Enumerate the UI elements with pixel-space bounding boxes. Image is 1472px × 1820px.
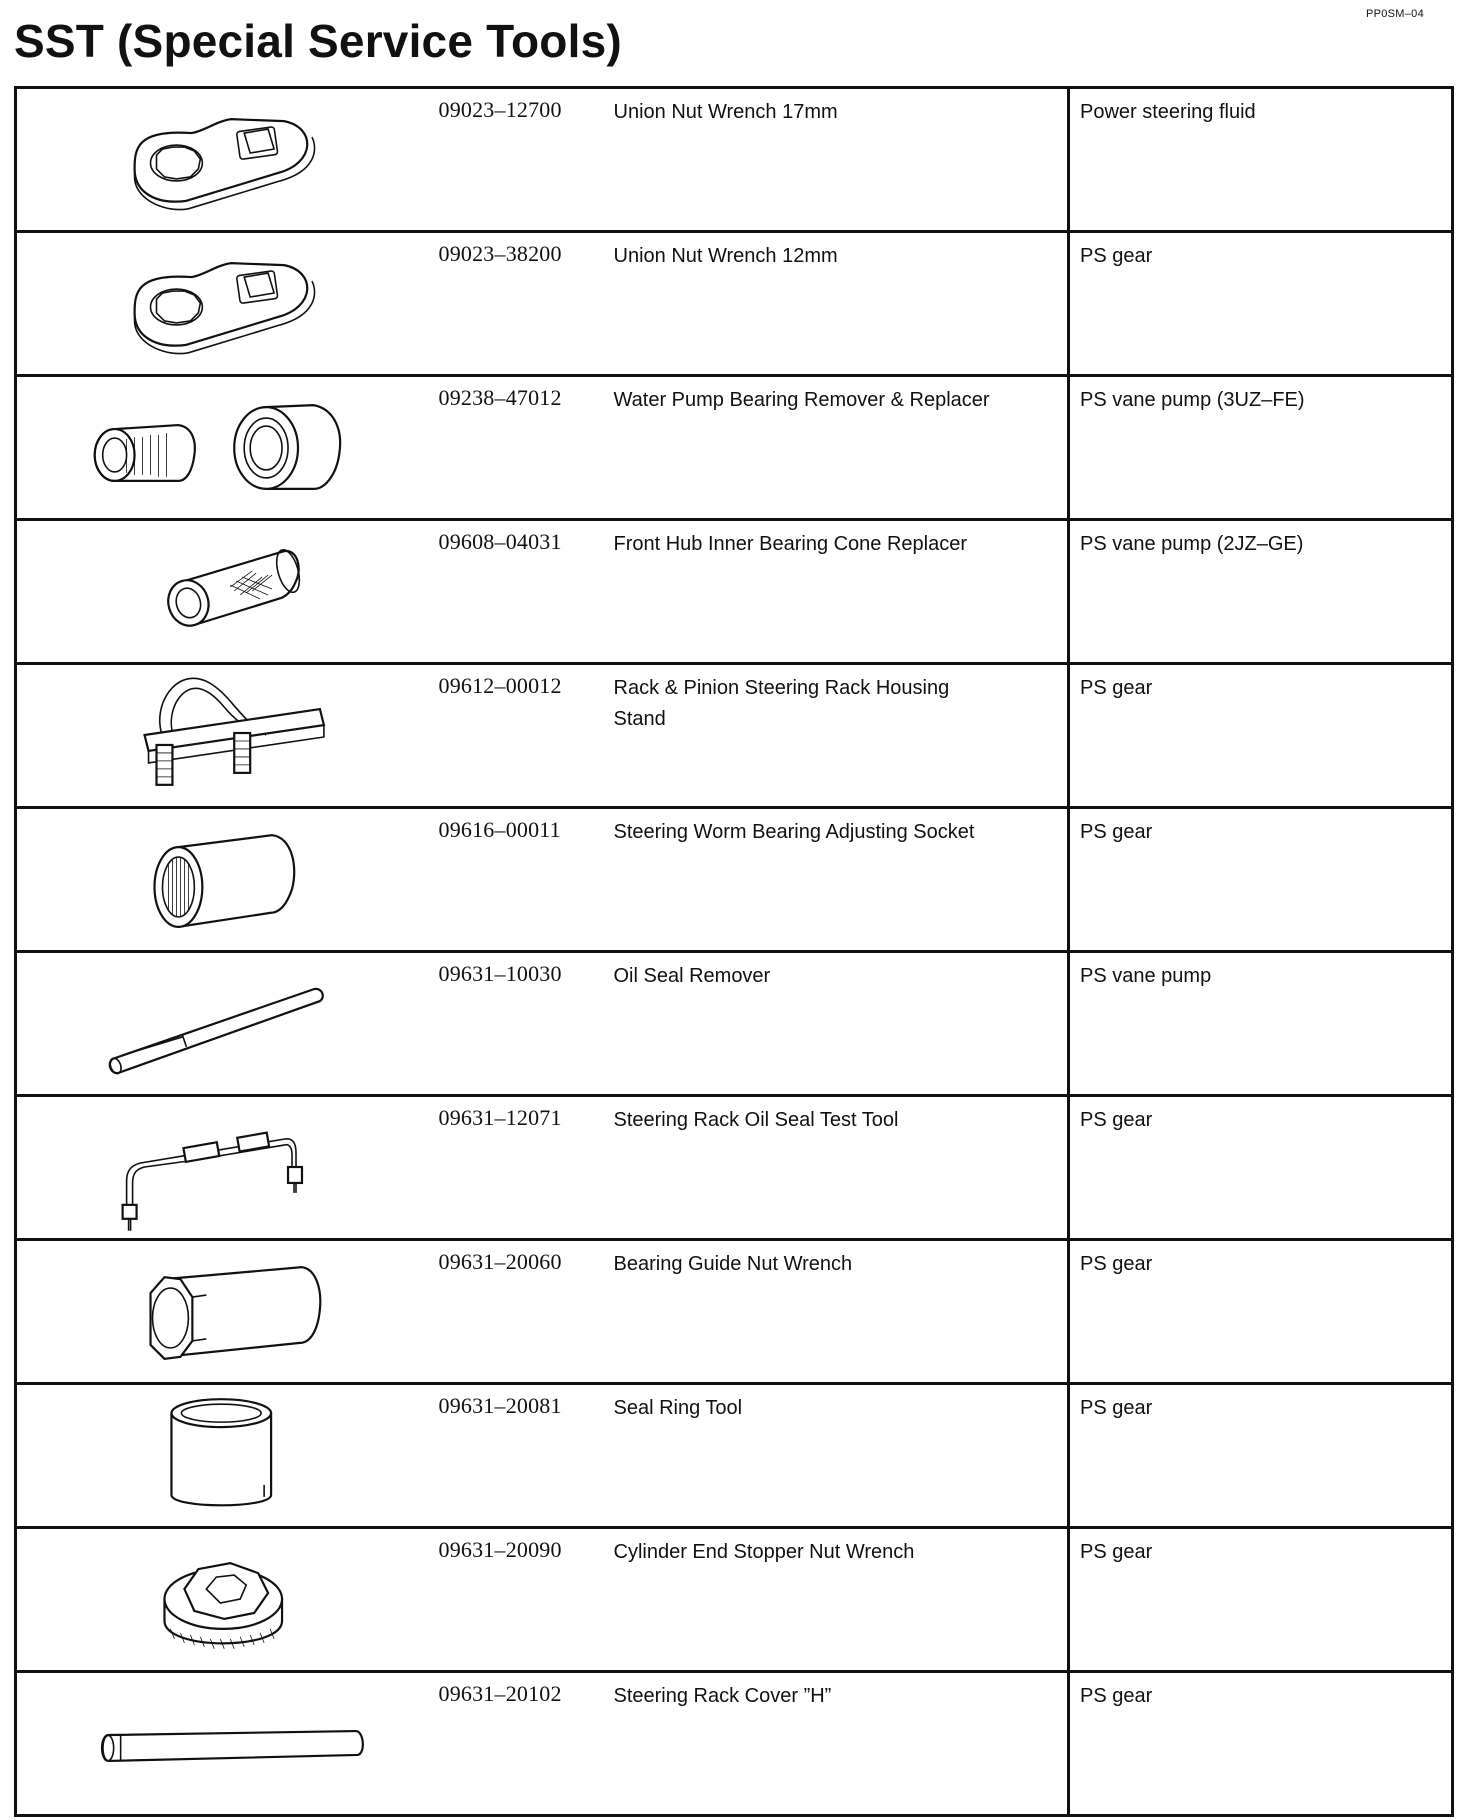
tool-use: PS gear bbox=[1080, 821, 1153, 843]
tool-use-cell bbox=[1069, 376, 1453, 520]
bearing-remover-icon bbox=[17, 377, 439, 518]
part-number-cell bbox=[439, 1672, 614, 1816]
tool-name-cell bbox=[614, 952, 1069, 1096]
tool-use: PS vane pump bbox=[1080, 965, 1212, 987]
tool-name: Union Nut Wrench 17mm bbox=[613, 101, 838, 123]
tool-use-cell bbox=[1069, 1672, 1453, 1816]
tool-name-cell bbox=[614, 664, 1069, 808]
part-number-cell bbox=[439, 520, 614, 664]
tool-use-cell bbox=[1069, 520, 1453, 664]
tool-image-cell bbox=[16, 1528, 439, 1672]
tool-name-cell bbox=[614, 1096, 1069, 1240]
part-number-cell bbox=[439, 88, 614, 232]
tool-name: Front Hub Inner Bearing Cone Replacer bbox=[613, 533, 968, 555]
tool-use-cell bbox=[1069, 88, 1453, 232]
part-number: 09608–04031 bbox=[438, 529, 562, 554]
seal-ring-tool-icon bbox=[17, 1385, 439, 1526]
tool-use: PS gear bbox=[1080, 245, 1153, 267]
part-number-cell bbox=[439, 1096, 614, 1240]
tool-use-cell bbox=[1069, 664, 1453, 808]
part-number-cell bbox=[439, 1528, 614, 1672]
tool-row bbox=[16, 88, 1453, 232]
part-number: 09238–47012 bbox=[438, 385, 562, 410]
tool-name: Steering Rack Oil Seal Test Tool bbox=[613, 1109, 899, 1131]
tool-use-cell bbox=[1069, 952, 1453, 1096]
part-number-cell bbox=[439, 232, 614, 376]
tool-row bbox=[16, 808, 1453, 952]
part-number: 09023–12700 bbox=[438, 97, 562, 122]
tool-row bbox=[16, 1384, 1453, 1528]
tool-image-cell bbox=[16, 1384, 439, 1528]
tool-row bbox=[16, 232, 1453, 376]
tool-use-cell bbox=[1069, 1384, 1453, 1528]
tool-row bbox=[16, 1672, 1453, 1816]
part-number: 09612–00012 bbox=[438, 673, 562, 698]
part-number: 09631–20081 bbox=[438, 1393, 562, 1418]
tool-use-cell bbox=[1069, 232, 1453, 376]
tool-image-cell bbox=[16, 1096, 439, 1240]
guide-nut-wrench-icon bbox=[17, 1241, 439, 1382]
part-number: 09023–38200 bbox=[438, 241, 562, 266]
stopper-nut-wrench-icon bbox=[17, 1529, 439, 1670]
tool-name-cell bbox=[614, 808, 1069, 952]
tool-row bbox=[16, 1096, 1453, 1240]
tool-name-cell bbox=[614, 1528, 1069, 1672]
part-number: 09631–20090 bbox=[438, 1537, 562, 1562]
tool-name-cell bbox=[614, 1240, 1069, 1384]
tool-use-cell bbox=[1069, 1096, 1453, 1240]
tool-use: PS vane pump (3UZ–FE) bbox=[1080, 389, 1305, 411]
tool-image-cell bbox=[16, 664, 439, 808]
part-number: 09631–20060 bbox=[438, 1249, 562, 1274]
tool-use-cell bbox=[1069, 808, 1453, 952]
part-number-cell bbox=[439, 808, 614, 952]
tool-image-cell bbox=[16, 520, 439, 664]
tool-use-cell bbox=[1069, 1528, 1453, 1672]
part-number: 09631–12071 bbox=[438, 1105, 562, 1130]
tool-name: Bearing Guide Nut Wrench bbox=[613, 1253, 853, 1275]
tool-use: PS vane pump (2JZ–GE) bbox=[1080, 533, 1304, 555]
tool-image-cell bbox=[16, 1672, 439, 1816]
tool-name: Rack & Pinion Steering Rack Housing Stand bbox=[613, 677, 950, 730]
page-title: SST (Special Service Tools) bbox=[14, 15, 622, 67]
tool-name-cell bbox=[614, 520, 1069, 664]
part-number: 09616–00011 bbox=[438, 817, 561, 842]
part-number-cell bbox=[439, 952, 614, 1096]
tool-image-cell bbox=[16, 376, 439, 520]
part-number-cell bbox=[439, 1384, 614, 1528]
tool-use: PS gear bbox=[1080, 1397, 1153, 1419]
tool-row bbox=[16, 1528, 1453, 1672]
tool-image-cell bbox=[16, 232, 439, 376]
tool-image-cell bbox=[16, 952, 439, 1096]
oil-seal-remover-icon bbox=[17, 953, 439, 1094]
tool-name-cell bbox=[614, 376, 1069, 520]
part-number: 09631–10030 bbox=[438, 961, 562, 986]
tool-name-cell bbox=[614, 1384, 1069, 1528]
tool-row bbox=[16, 952, 1453, 1096]
tool-name: Steering Worm Bearing Adjusting Socket bbox=[613, 821, 975, 843]
adjusting-socket-icon bbox=[17, 809, 439, 950]
tool-image-cell bbox=[16, 88, 439, 232]
tool-image-cell bbox=[16, 1240, 439, 1384]
tool-name-cell bbox=[614, 1672, 1069, 1816]
part-number-cell bbox=[439, 376, 614, 520]
union-nut-wrench-icon bbox=[17, 89, 439, 230]
tool-use: PS gear bbox=[1080, 1541, 1153, 1563]
rack-cover-icon bbox=[17, 1673, 439, 1814]
tool-use: PS gear bbox=[1080, 1109, 1153, 1131]
tool-use: PS gear bbox=[1080, 1685, 1153, 1707]
bearing-cone-replacer-icon bbox=[17, 521, 439, 662]
part-number-cell bbox=[439, 1240, 614, 1384]
tool-use: PS gear bbox=[1080, 1253, 1153, 1275]
tool-name: Union Nut Wrench 12mm bbox=[613, 245, 838, 267]
sst-table-body bbox=[16, 88, 1453, 1816]
tool-name: Water Pump Bearing Remover & Replacer bbox=[613, 389, 990, 411]
housing-stand-icon bbox=[17, 665, 439, 806]
part-number-cell bbox=[439, 664, 614, 808]
union-nut-wrench-icon bbox=[17, 233, 439, 374]
tool-use: Power steering fluid bbox=[1080, 101, 1256, 123]
part-number: 09631–20102 bbox=[438, 1681, 562, 1706]
tool-name: Oil Seal Remover bbox=[613, 965, 771, 987]
tool-name-cell bbox=[614, 88, 1069, 232]
tool-name: Steering Rack Cover ”H” bbox=[613, 1685, 832, 1707]
tool-use: PS gear bbox=[1080, 677, 1153, 699]
tool-row bbox=[16, 1240, 1453, 1384]
tool-row bbox=[16, 520, 1453, 664]
tool-name-cell bbox=[614, 232, 1069, 376]
tool-use-cell bbox=[1069, 1240, 1453, 1384]
tool-name: Seal Ring Tool bbox=[613, 1397, 743, 1419]
tool-image-cell bbox=[16, 808, 439, 952]
oil-seal-test-tool-icon bbox=[17, 1097, 439, 1238]
tool-row bbox=[16, 376, 1453, 520]
tool-name: Cylinder End Stopper Nut Wrench bbox=[613, 1541, 915, 1563]
sst-table bbox=[14, 86, 1454, 1817]
document-code: PP0SM–04 bbox=[1365, 8, 1424, 20]
tool-row bbox=[16, 664, 1453, 808]
